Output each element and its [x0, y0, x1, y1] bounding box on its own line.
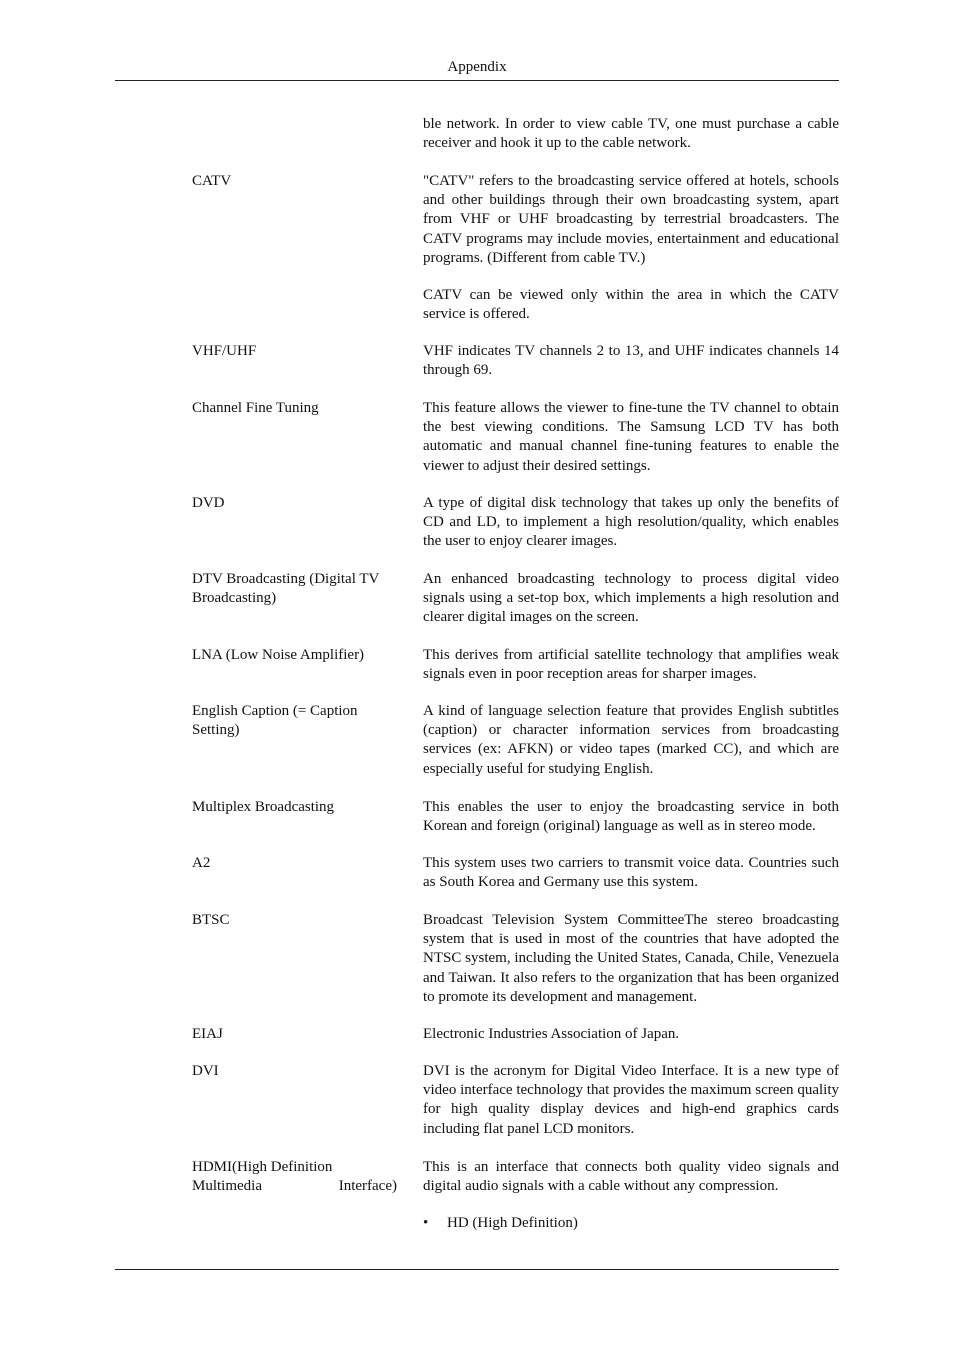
definition-multiplex-broadcasting: This enables the user to enjoy the broadcasting service in both Korean and foreign (original) language as well as in stereo mode.	[423, 799, 839, 835]
bullet-marker: •	[423, 1215, 429, 1231]
term-catv: CATV	[192, 173, 232, 189]
term-multiplex-broadcasting: Multiplex Broadcasting	[192, 799, 335, 815]
definition-hdmi: This is an interface that connects both quality video signals and digital audio signals with a cable without any compression.	[423, 1159, 839, 1195]
term-hdmi: HDMI(High Definition Multimedia Interface)	[192, 1159, 397, 1195]
continuation-paragraph: ble network. In order to view cable TV, one must purchase a cable receiver and hook it up to the cable network.	[423, 116, 839, 152]
definition-dvi: DVI is the acronym for Digital Video Interface. It is a new type of video interface technology that provides the maximum screen quality for high quality display devices and high-end graphics cards including flat panel LCD monitors.	[423, 1063, 839, 1137]
term-lna: LNA (Low Noise Amplifier)	[192, 647, 365, 663]
definition-a2: This system uses two carriers to transmit voice data. Countries such as South Korea and Germany use this system.	[423, 855, 839, 891]
definition-channel-fine-tuning: This feature allows the viewer to fine-tune the TV channel to obtain the best viewing conditions. The Samsung LCD TV has both automatic and manual channel fine-tuning features to enable the viewer to adjust their desired settings.	[423, 400, 839, 474]
term-dvd: DVD	[192, 495, 225, 511]
definition-dvd: A type of digital disk technology that takes up only the benefits of CD and LD, to implement a high resolution/quality, which enables the user to enjoy clearer images.	[423, 495, 839, 550]
term-channel-fine-tuning: Channel Fine Tuning	[192, 400, 319, 416]
definition-english-caption: A kind of language selection feature that provides English subtitles (caption) or character information services from broadcasting services (ex: AFKN) or video tapes (marked CC), and which are especially useful for studying English.	[423, 703, 839, 777]
footer-rule	[115, 1269, 839, 1270]
term-dtv-broadcasting: DTV Broadcasting (Digital TV Broadcasting)	[192, 571, 380, 607]
term-vhf-uhf: VHF/UHF	[192, 343, 257, 359]
header-rule	[115, 80, 839, 81]
definition-btsc: Broadcast Television System CommitteeThe stereo broadcasting system that is used in most of the countries that have adopted the NTSC system, including the United States, Canada, Chile, Venezuela and Taiwan. It also refers to the organization that has been organized to promote its development and management.	[423, 912, 839, 1005]
term-a2: A2	[192, 855, 211, 871]
definition-vhf-uhf: VHF indicates TV channels 2 to 13, and UHF indicates channels 14 through 69.	[423, 343, 839, 379]
term-eiaj: EIAJ	[192, 1026, 223, 1042]
definition-eiaj: Electronic Industries Association of Japan.	[423, 1026, 680, 1042]
definition-dtv-broadcasting: An enhanced broadcasting technology to process digital video signals using a set-top box, which implements a high resolution and clearer digital images on the screen.	[423, 571, 839, 626]
bullet-text: HD (High Definition)	[447, 1215, 578, 1231]
page-header-title: Appendix	[447, 59, 507, 75]
term-btsc: BTSC	[192, 912, 230, 928]
definition-catv-1: "CATV" refers to the broadcasting service offered at hotels, schools and other buildings through their own broadcasting system, apart from VHF or UHF broadcasting by terrestrial broadcasters. The CATV programs may include movies, entertainment and educational programs. (Different from cable TV.)	[423, 173, 839, 266]
definition-lna: This derives from artificial satellite technology that amplifies weak signals even in poor reception areas for sharper images.	[423, 647, 839, 683]
definition-catv-2: CATV can be viewed only within the area in which the CATV service is offered.	[423, 287, 839, 323]
term-dvi: DVI	[192, 1063, 219, 1079]
term-english-caption: English Caption (= Caption Setting)	[192, 703, 358, 739]
